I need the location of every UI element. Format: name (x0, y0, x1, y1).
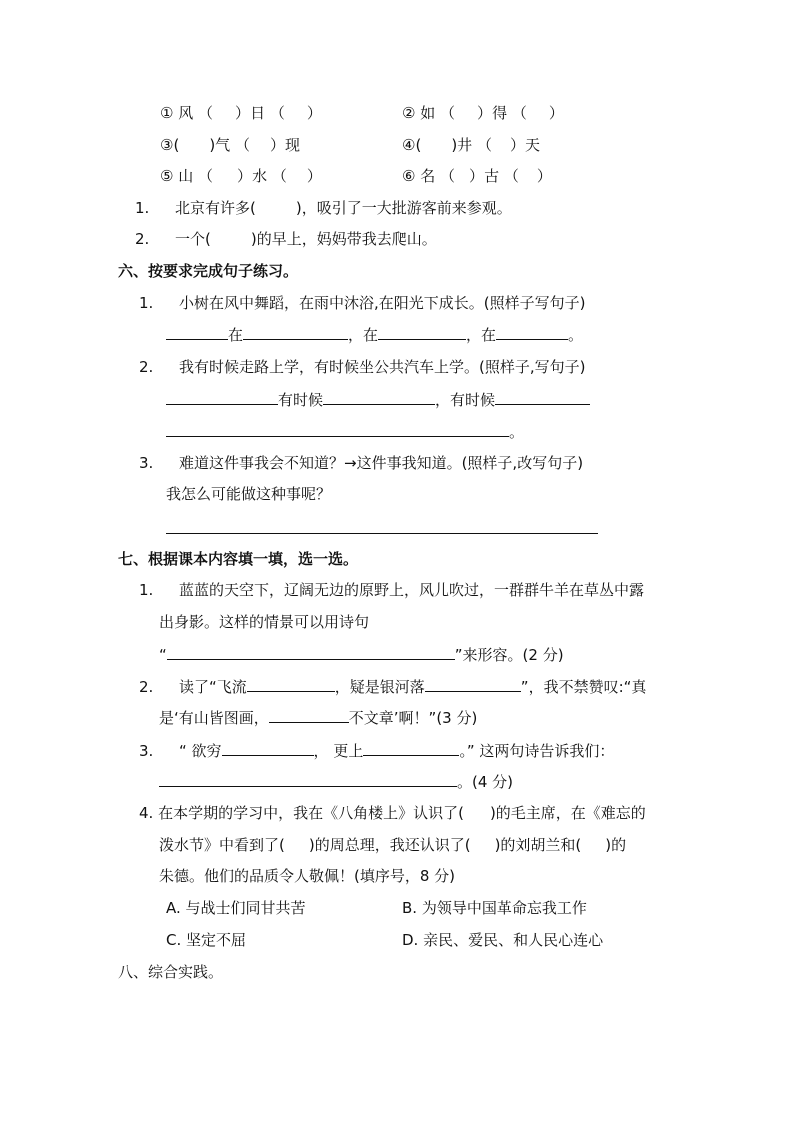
s7-q1-line3: “ ”来形容。(2 分) (159, 646, 564, 664)
answer-blank[interactable] (243, 324, 348, 340)
answer-blank[interactable] (166, 518, 598, 534)
s7-q3-line1: 3. “ 欲穷 ， 更上 。” 这两句诗告诉我们： (139, 742, 615, 760)
s6-q2: 2. 我有时候走路上学，有时候坐公共汽车上学。(照样子,写句子) (139, 358, 586, 376)
s7-q2-line1: 2. 读了“飞流 ，疑是银河落 ”，我不禁赞叹:“真 (139, 678, 647, 696)
idiom-2: ② 如 （ ）得 （ ） (402, 104, 564, 122)
s7-q2-line2: 是‘有山皆图画， 不文章’啊！”(3 分) (159, 709, 478, 727)
section-8-title: 八、综合实践。 (118, 963, 224, 981)
s7-q4-line2: 泼水节》中看到了( )的周总理，我还认识了( )的刘胡兰和( )的 (159, 836, 627, 854)
s6-q2-answer-line2: 。 (166, 421, 524, 442)
s6-q1: 1. 小树在风中舞蹈，在雨中沐浴,在阳光下成长。(照样子写句子) (139, 294, 586, 312)
answer-blank[interactable] (247, 676, 335, 692)
s7-q1-line2: 出身影。这样的情景可以用诗句 (159, 613, 370, 631)
answer-blank[interactable] (166, 421, 509, 437)
answer-blank[interactable] (166, 324, 228, 340)
answer-blank[interactable] (495, 389, 590, 405)
answer-blank[interactable] (425, 676, 521, 692)
answer-blank[interactable] (167, 644, 455, 660)
option-a[interactable]: A. 与战士们同甘共苦 (166, 899, 306, 917)
s7-q3-line2: 。(4 分) (159, 771, 513, 792)
section-6-title: 六、按要求完成句子练习。 (118, 262, 299, 280)
idiom-6: ⑥ 名 （ ）古 （ ） (402, 167, 552, 185)
idiom-5: ⑤ 山 （ ）水 （ ） (160, 167, 322, 185)
option-c[interactable]: C. 坚定不屈 (166, 931, 247, 949)
s6-q3: 3. 难道这件事我会不知道？→这件事我知道。(照样子,改写句子) (139, 454, 584, 472)
idiom-3: ③( )气 （ ）现 (160, 136, 301, 154)
s6-q3-answer (166, 518, 598, 539)
answer-blank[interactable] (159, 771, 457, 787)
s7-q1-line1: 1. 蓝蓝的天空下，辽阔无边的原野上，风儿吹过，一群群牛羊在草丛中露 (139, 581, 645, 599)
answer-blank[interactable] (269, 707, 349, 723)
option-b[interactable]: B. 为领导中国革命忘我工作 (402, 899, 587, 917)
s6-q1-answer: 在 ，在 ，在 。 (166, 324, 583, 345)
section-7-title: 七、根据课本内容填一填，选一选。 (118, 550, 359, 568)
answer-blank[interactable] (496, 324, 568, 340)
s7-q4-line3: 朱德。他们的品质令人敬佩！(填序号，8 分) (159, 867, 456, 885)
option-d[interactable]: D. 亲民、爱民、和人民心连心 (402, 931, 604, 949)
fill-question-1: 1. 北京有许多( )，吸引了一大批游客前来参观。 (135, 199, 512, 217)
answer-blank[interactable] (166, 389, 278, 405)
s6-q3-sentence: 我怎么可能做这种事呢？ (166, 485, 332, 503)
answer-blank[interactable] (363, 740, 459, 756)
idiom-1: ① 风 （ ）日 （ ） (160, 104, 322, 122)
fill-question-2: 2. 一个( )的早上，妈妈带我去爬山。 (135, 230, 437, 248)
answer-blank[interactable] (378, 324, 466, 340)
idiom-4: ④( )井 （ ）天 (402, 136, 541, 154)
answer-blank[interactable] (222, 740, 314, 756)
s7-q4-line1: 4. 在本学期的学习中，我在《八角楼上》认识了( )的毛主席，在《难忘的 (139, 804, 646, 822)
answer-blank[interactable] (323, 389, 435, 405)
s6-q2-answer: 有时候 ，有时候 (166, 389, 590, 410)
